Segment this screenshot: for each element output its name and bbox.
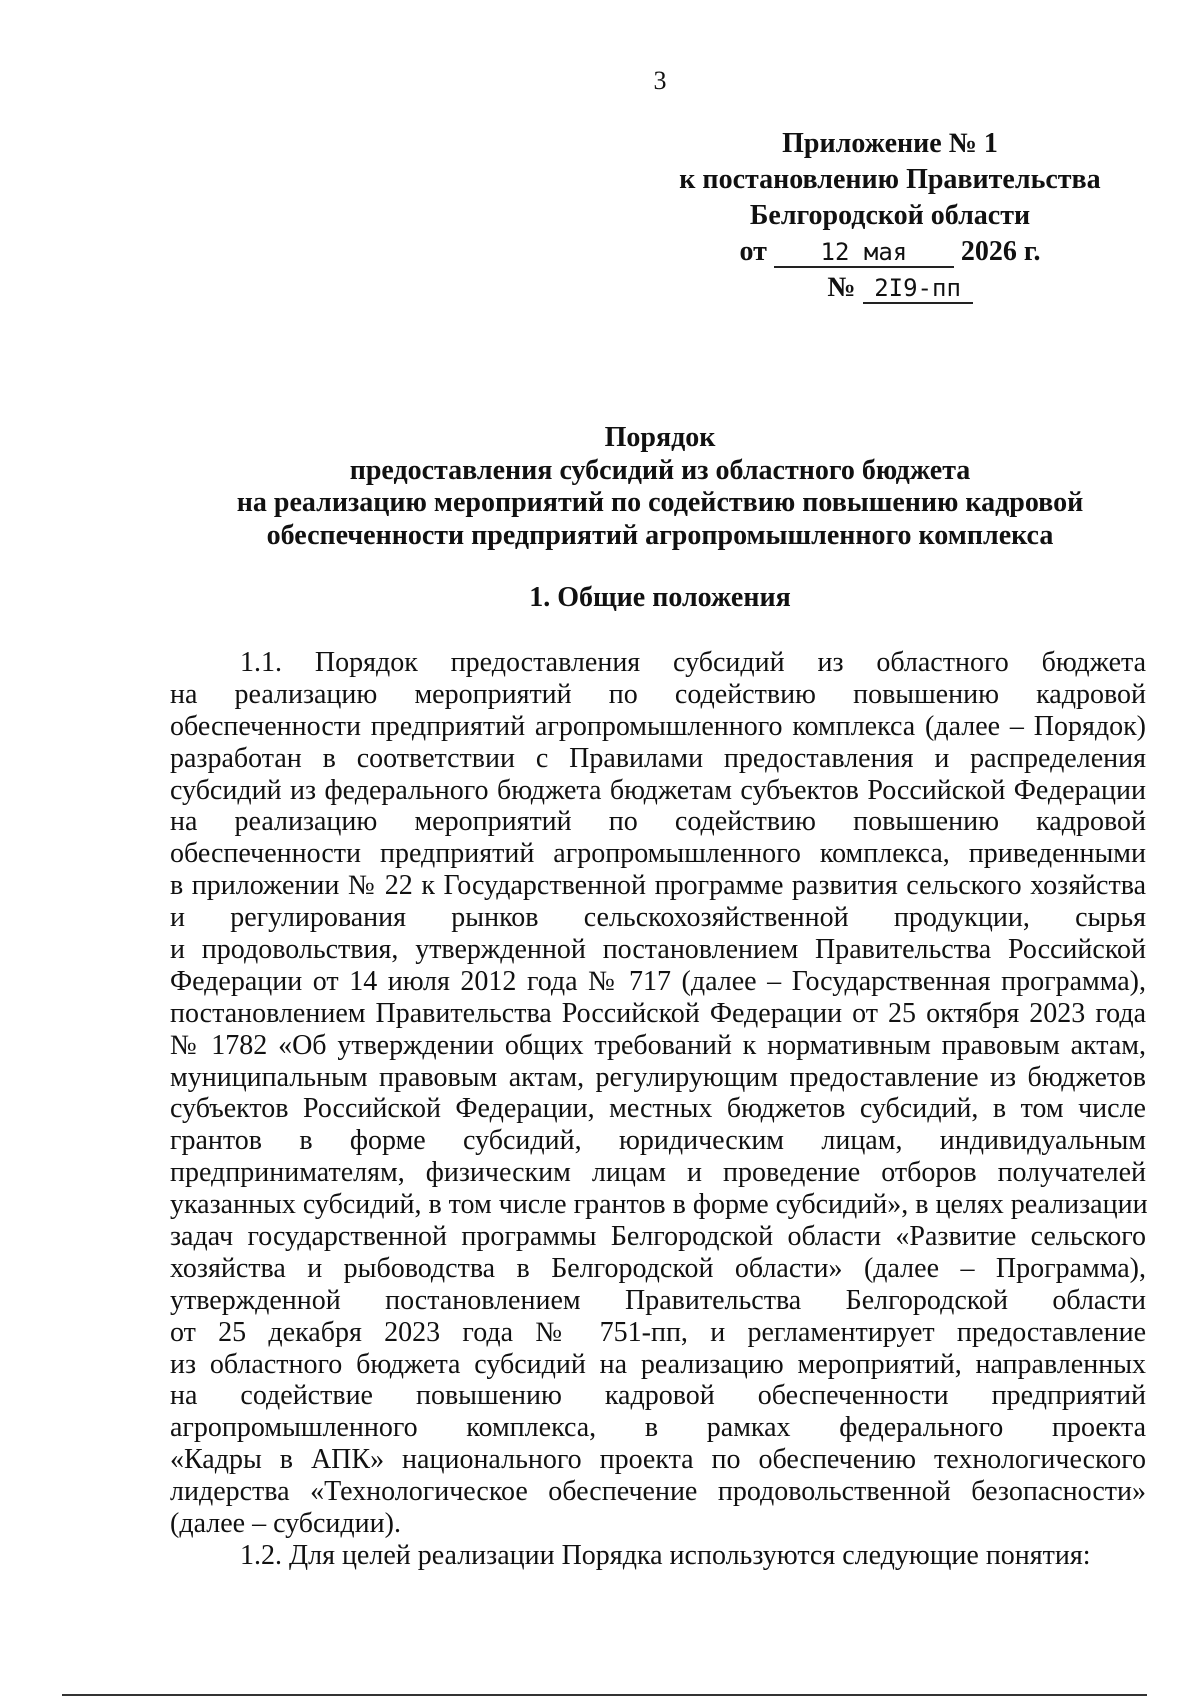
paragraph-1-1-line: постановлением Правительства Российской Федерации от 25 октября 2023 года (170, 997, 1146, 1029)
paragraph-1-1-line: обеспеченности предприятий агропромышленного комплекса, приведенными (170, 838, 1146, 870)
title-line-3: на реализацию мероприятий по содействию повышению кадровой (236, 487, 1084, 518)
document-title (160, 422, 1160, 552)
appendix-date (660, 234, 1120, 270)
paragraph-1-1-line: «Кадры в АПК» национального проекта по обеспечению технологического (170, 1444, 1146, 1476)
handwritten-date: 12 мая (774, 238, 954, 268)
paragraph-1-1-line: 1.1. Порядок предоставления субсидий из областного бюджета (240, 647, 1146, 678)
paragraph-1-1-line: разработан в соответствии с Правилами предоставления и распределения (170, 742, 1146, 774)
paragraph-1-1-line: субъектов Российской Федерации, местных бюджетов субсидий, в том числе (170, 1093, 1146, 1125)
paragraph-1-1-line: из областного бюджета субсидий на реализацию мероприятий, направленных (170, 1348, 1146, 1380)
body-text (170, 647, 1146, 1572)
appendix-resolution: к постановлению Правительства (679, 164, 1101, 195)
footer-rule (62, 1694, 1147, 1696)
title-line-1: Порядок (604, 422, 716, 453)
appendix-number (660, 270, 1120, 306)
paragraph-1-1-line: утвержденной постановлением Правительства Белгородской области (170, 1284, 1146, 1316)
section-heading: 1. Общие положения (529, 582, 791, 613)
paragraph-1-1-line: на реализацию мероприятий по содействию повышению кадровой (170, 678, 1146, 710)
paragraph-1-1-line: предпринимателям, физическим лицам и проведение отборов получателей (170, 1157, 1146, 1189)
appendix-region: Белгородской области (749, 200, 1031, 231)
paragraph-1-1-line: на содействие повышению кадровой обеспеченности предприятий (170, 1380, 1146, 1412)
title-line-2: предоставления субсидий из областного бюджета (349, 454, 971, 486)
paragraph-1-1-line: грантов в форме субсидий, юридическим лицам, индивидуальным (170, 1125, 1146, 1157)
paragraph-1-1-line: в приложении № 22 к Государственной программе развития сельского хозяйства (170, 870, 1146, 902)
paragraph-1-1-line: лидерства «Технологическое обеспечение продовольственной безопасности» (170, 1476, 1146, 1508)
paragraph-1-1-line: № 1782 «Об утверждении общих требований к нормативным правовым актам, (170, 1029, 1146, 1061)
appendix-header (660, 126, 1120, 306)
paragraph-1-1-line: (далее – субсидии). (170, 1508, 401, 1540)
paragraph-1-1-line: обеспеченности предприятий агропромышленного комплекса (далее – Порядок) (170, 710, 1146, 742)
page-number: 3 (653, 66, 667, 95)
paragraph-1-1-line: от 25 декабря 2023 года № 751-пп, и регламентирует предоставление (170, 1316, 1146, 1348)
paragraph-1-1-line: и регулирования рынков сельскохозяйственной продукции, сырья (170, 902, 1146, 934)
paragraph-1-1-line: субсидий из федерального бюджета бюджетам субъектов Российской Федерации (170, 774, 1146, 806)
paragraph-1-1-line: муниципальным правовым актам, регулирующим предоставление из бюджетов (170, 1061, 1146, 1093)
appendix-title: Приложение № 1 (782, 128, 998, 159)
paragraph-1-1-line: задач государственной программы Белгородской области «Развитие сельского (170, 1221, 1146, 1253)
date-year: 2026 г. (960, 236, 1041, 267)
paragraph-1-1-line: хозяйства и рыбоводства в Белгородской области» (далее – Программа), (170, 1252, 1146, 1284)
paragraph-1-2: 1.2. Для целей реализации Порядка используются следующие понятия: (240, 1539, 1091, 1571)
paragraph-1-1-line: агропромышленного комплекса, в рамках федерального проекта (170, 1412, 1146, 1444)
paragraph-1-1-line: на реализацию мероприятий по содействию повышению кадровой (170, 806, 1146, 838)
paragraph-1-1-line: Федерации от 14 июля 2012 года № 717 (далее – Государственная программа), (170, 965, 1146, 997)
title-line-4: обеспеченности предприятий агропромышленного комплекса (266, 519, 1054, 551)
paragraph-1-1-line: и продовольствия, утвержденной постановлением Правительства Российской (170, 934, 1146, 966)
paragraph-1-1-line: указанных субсидий, в том числе грантов в форме субсидий», в целях реализации (170, 1189, 1148, 1221)
handwritten-number: 2I9-пп (863, 274, 973, 304)
date-prefix: от (739, 236, 767, 267)
number-prefix: № (827, 272, 856, 303)
